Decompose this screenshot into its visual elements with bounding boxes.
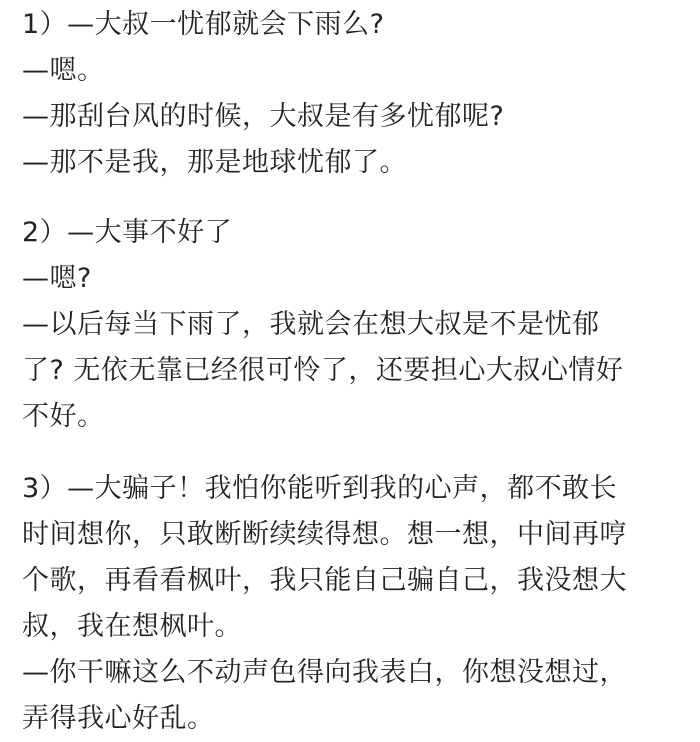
paragraph-1-line-1: 1）—大叔一忧郁就会下雨么? (22, 9, 385, 40)
paragraph-1-line-3: —那刮台风的时候，大叔是有多忧郁呢? (22, 101, 505, 132)
paragraph-1-line-4: —那不是我，那是地球忧郁了。 (22, 147, 407, 178)
paragraph-2-line-1: 2）—大事不好了 (22, 217, 233, 248)
paragraph-2-line-2: —嗯? (22, 263, 92, 294)
paragraph-3-line-5: —你干嘛这么不动声色得向我表白，你想没想过， (22, 657, 627, 688)
paragraph-2-line-4: 了? 无依无靠已经很可怜了，还要担心大叔心情好 (22, 355, 624, 386)
paragraph-1-line-2: —嗯。 (22, 55, 105, 86)
paragraph-2-line-3: —以后每当下雨了，我就会在想大叔是不是忧郁 (22, 309, 600, 340)
paragraph-3-line-2: 时间想你，只敢断断续续得想。想一想，中间再哼 (22, 519, 627, 550)
paragraph-2-line-5: 不好。 (22, 401, 105, 432)
paragraph-3-line-6: 弄得我心好乱。 (22, 703, 215, 734)
paragraph-3-line-1: 3）—大骗子！我怕你能听到我的心声，都不敢长 (22, 473, 618, 504)
paragraph-3-line-4: 叔，我在想枫叶。 (22, 611, 242, 642)
text-document (22, 0, 682, 742)
paragraph-3-line-3: 个歌，再看看枫叶，我只能自己骗自己，我没想大 (22, 565, 627, 596)
